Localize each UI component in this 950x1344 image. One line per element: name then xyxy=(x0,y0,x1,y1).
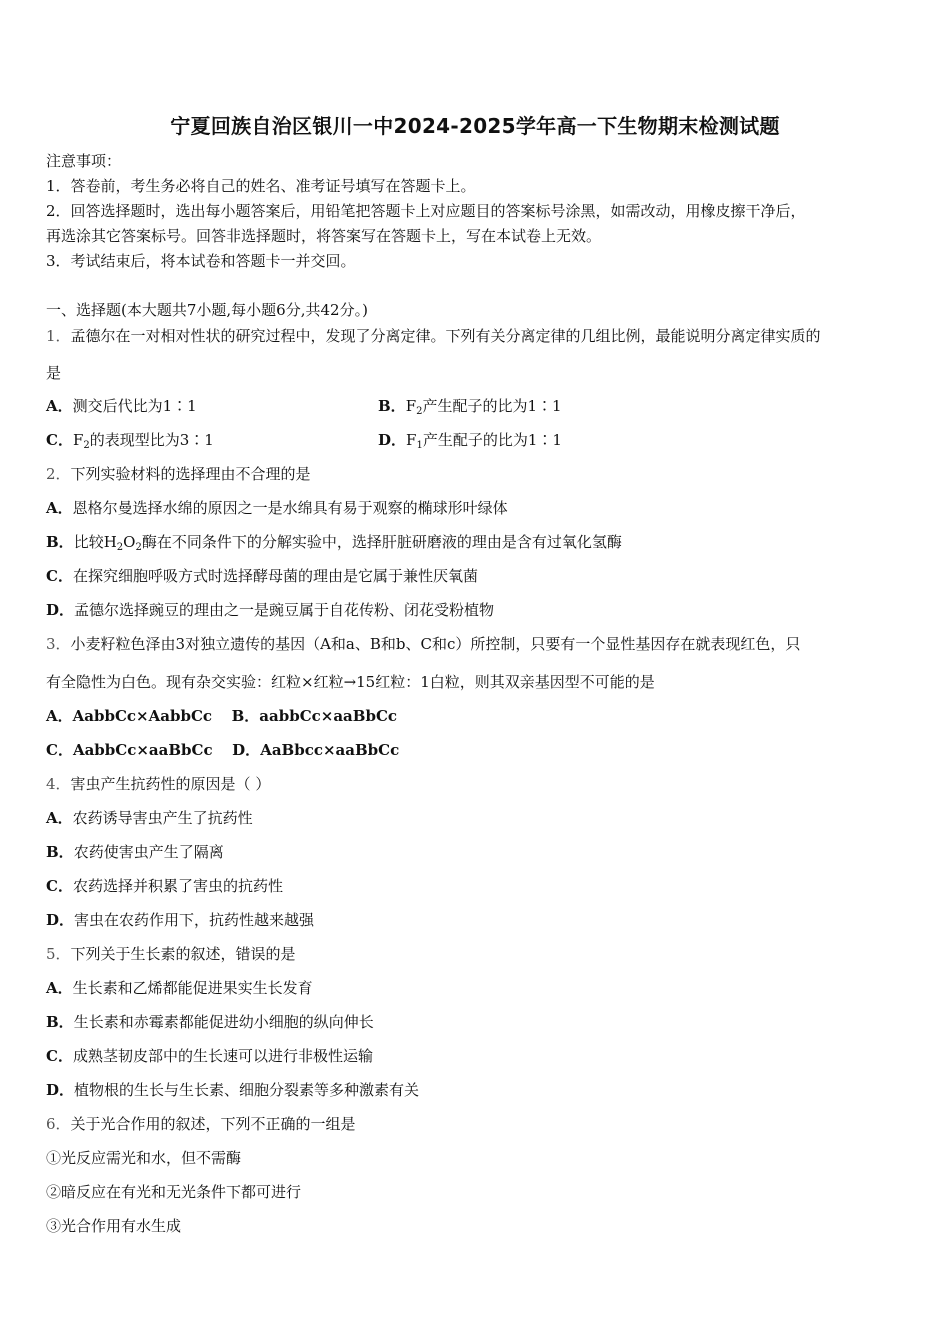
q3-option-d[interactable] xyxy=(232,741,399,759)
q4-option-d[interactable] xyxy=(46,910,314,930)
option-label: A． xyxy=(46,979,73,997)
option-text: AabbCc×aaBbCc xyxy=(72,741,213,759)
option-text: 植物根的生长与生长素、细胞分裂素等多种激素有关 xyxy=(74,1081,420,1099)
q3-option-ab xyxy=(46,706,397,726)
section-heading: 一、选择题(本大题共7小题,每小题6分,共42分。) xyxy=(46,301,368,319)
option-text-cont: 酶在不同条件下的分解实验中，选择肝脏研磨液的理由是含有过氧化氢酶 xyxy=(141,533,622,551)
option-label: D． xyxy=(46,911,75,929)
q2-option-c[interactable] xyxy=(46,566,478,586)
option-label: B． xyxy=(46,1013,74,1031)
exam-title: 宁夏回族自治区银川一中2024-2025学年高一下生物期末检测试题 xyxy=(170,114,780,138)
q5-option-d[interactable] xyxy=(46,1080,419,1100)
question-3-stem xyxy=(46,634,800,654)
option-label: C． xyxy=(46,1047,73,1065)
option-label: A． xyxy=(46,707,73,725)
subscript: 2 xyxy=(135,542,142,553)
q4-option-c[interactable] xyxy=(46,876,283,896)
question-text: 下列关于生长素的叙述，错误的是 xyxy=(70,945,296,963)
q5-option-b[interactable] xyxy=(46,1012,374,1032)
option-text: AaBbcc×aaBbCc xyxy=(260,741,400,759)
option-text: 农药诱导害虫产生了抗药性 xyxy=(72,809,253,827)
question-text: 下列实验材料的选择理由不合理的是 xyxy=(70,465,311,483)
question-1-stem xyxy=(46,326,821,346)
q3-option-a[interactable] xyxy=(46,707,212,725)
option-text: 恩格尔曼选择水绵的原因之一是水绵具有易于观察的椭球形叶绿体 xyxy=(72,499,508,517)
option-text-cont: 的表现型比为3∶1 xyxy=(89,431,214,449)
q4-option-b[interactable] xyxy=(46,842,224,862)
q3-option-cd xyxy=(46,740,399,760)
question-5-stem xyxy=(46,944,296,964)
option-label: D． xyxy=(46,1081,75,1099)
q4-option-a[interactable] xyxy=(46,808,253,828)
notice-item-2-cont: 再选涂其它答案标号。回答非选择题时，将答案写在答题卡上，写在本试卷上无效。 xyxy=(46,227,602,245)
q6-statement-1: ①光反应需光和水，但不需酶 xyxy=(46,1149,242,1167)
option-label: B． xyxy=(231,707,260,725)
question-2-stem xyxy=(46,464,311,484)
subscript: 2 xyxy=(83,440,90,451)
question-number: 1． xyxy=(46,327,71,345)
q2-option-b[interactable] xyxy=(46,532,622,552)
option-text: F xyxy=(405,397,417,415)
question-1-stem-cont: 是 xyxy=(46,364,62,382)
option-text: 农药选择并积累了害虫的抗药性 xyxy=(72,877,283,895)
notice-item-1: 1．答卷前，考生务必将自己的姓名、准考证号填写在答题卡上。 xyxy=(46,177,476,195)
q1-option-d[interactable] xyxy=(378,430,562,450)
option-label: C． xyxy=(46,877,73,895)
option-text: 害虫在农药作用下，抗药性越来越强 xyxy=(74,911,315,929)
option-text: F xyxy=(72,431,84,449)
option-text: 孟德尔选择豌豆的理由之一是豌豆属于自花传粉、闭花受粉植物 xyxy=(74,601,495,619)
question-number: 2． xyxy=(46,465,71,483)
notice-heading: 注意事项： xyxy=(46,152,122,170)
q5-option-c[interactable] xyxy=(46,1046,373,1066)
option-label: A． xyxy=(46,809,73,827)
q3-option-c[interactable] xyxy=(46,741,213,759)
subscript: 2 xyxy=(416,406,423,417)
question-text: 关于光合作用的叙述，下列不正确的一组是 xyxy=(70,1115,356,1133)
option-label: C． xyxy=(46,567,73,585)
option-label: B． xyxy=(46,843,74,861)
subscript: 2 xyxy=(116,542,124,553)
option-text: 成熟茎韧皮部中的生长速可以进行非极性运输 xyxy=(72,1047,373,1065)
q1-option-c[interactable] xyxy=(46,430,214,450)
question-text: 害虫产生抗药性的原因是（ ） xyxy=(70,775,271,793)
q2-option-d[interactable] xyxy=(46,600,494,620)
q3-option-b[interactable] xyxy=(232,707,397,725)
option-text-cont: 产生配子的比为1∶1 xyxy=(422,397,562,415)
q6-statement-3: ③光合作用有水生成 xyxy=(46,1217,182,1235)
question-number: 4． xyxy=(46,775,71,793)
q1-option-b[interactable] xyxy=(378,396,562,416)
q5-option-a[interactable] xyxy=(46,978,313,998)
subscript: 1 xyxy=(416,440,423,451)
question-3-stem-cont: 有全隐性为白色。现有杂交实验：红粒×红粒→15红粒：1白粒，则其双亲基因型不可能的是 xyxy=(46,673,655,691)
notice-item-3: 3．考试结束后，将本试卷和答题卡一并交回。 xyxy=(46,252,356,270)
option-label: D． xyxy=(46,601,75,619)
question-number: 5． xyxy=(46,945,71,963)
option-label: C． xyxy=(46,431,73,449)
option-text: 生长素和乙烯都能促进果实生长发育 xyxy=(72,979,313,997)
option-text: 在探究细胞呼吸方式时选择酵母菌的理由是它属于兼性厌氧菌 xyxy=(72,567,478,585)
option-text: 测交后代比为1∶1 xyxy=(72,397,197,415)
notice-item-2: 2．回答选择题时，选出每小题答案后，用铅笔把答题卡上对应题目的答案标号涂黑，如需改动，用橡皮擦干净后， xyxy=(46,202,806,220)
option-text: 农药使害虫产生了隔离 xyxy=(73,843,224,861)
q1-option-a[interactable] xyxy=(46,396,197,416)
option-text: AabbCc×AabbCc xyxy=(72,707,213,725)
question-text: 小麦籽粒色泽由3对独立遗传的基因（A和a、B和b、C和c）所控制，只要有一个显性基因存在就表现红色，只 xyxy=(70,635,801,653)
option-text-cont: 产生配子的比为1∶1 xyxy=(422,431,562,449)
option-label: D． xyxy=(232,741,261,759)
question-text: 孟德尔在一对相对性状的研究过程中，发现了分离定律。下列有关分离定律的几组比例，最能说明分离定律实质的 xyxy=(70,327,821,345)
option-text: 比较H xyxy=(73,533,117,551)
question-number: 3． xyxy=(46,635,71,653)
option-label: C． xyxy=(46,741,73,759)
option-text: 生长素和赤霉素都能促进幼小细胞的纵向伸长 xyxy=(73,1013,374,1031)
option-text: F xyxy=(406,431,417,449)
option-label: A． xyxy=(46,499,73,517)
option-text-mid: O xyxy=(123,533,136,551)
q2-option-a[interactable] xyxy=(46,498,508,518)
question-6-stem xyxy=(46,1114,356,1134)
option-label: B． xyxy=(46,533,74,551)
q6-statement-2: ②暗反应在有光和无光条件下都可进行 xyxy=(46,1183,302,1201)
question-4-stem xyxy=(46,774,270,794)
option-label: D． xyxy=(378,431,407,449)
option-text: aabbCc×aaBbCc xyxy=(259,707,398,725)
option-label: B． xyxy=(378,397,406,415)
question-number: 6． xyxy=(46,1115,71,1133)
option-label: A． xyxy=(46,397,73,415)
